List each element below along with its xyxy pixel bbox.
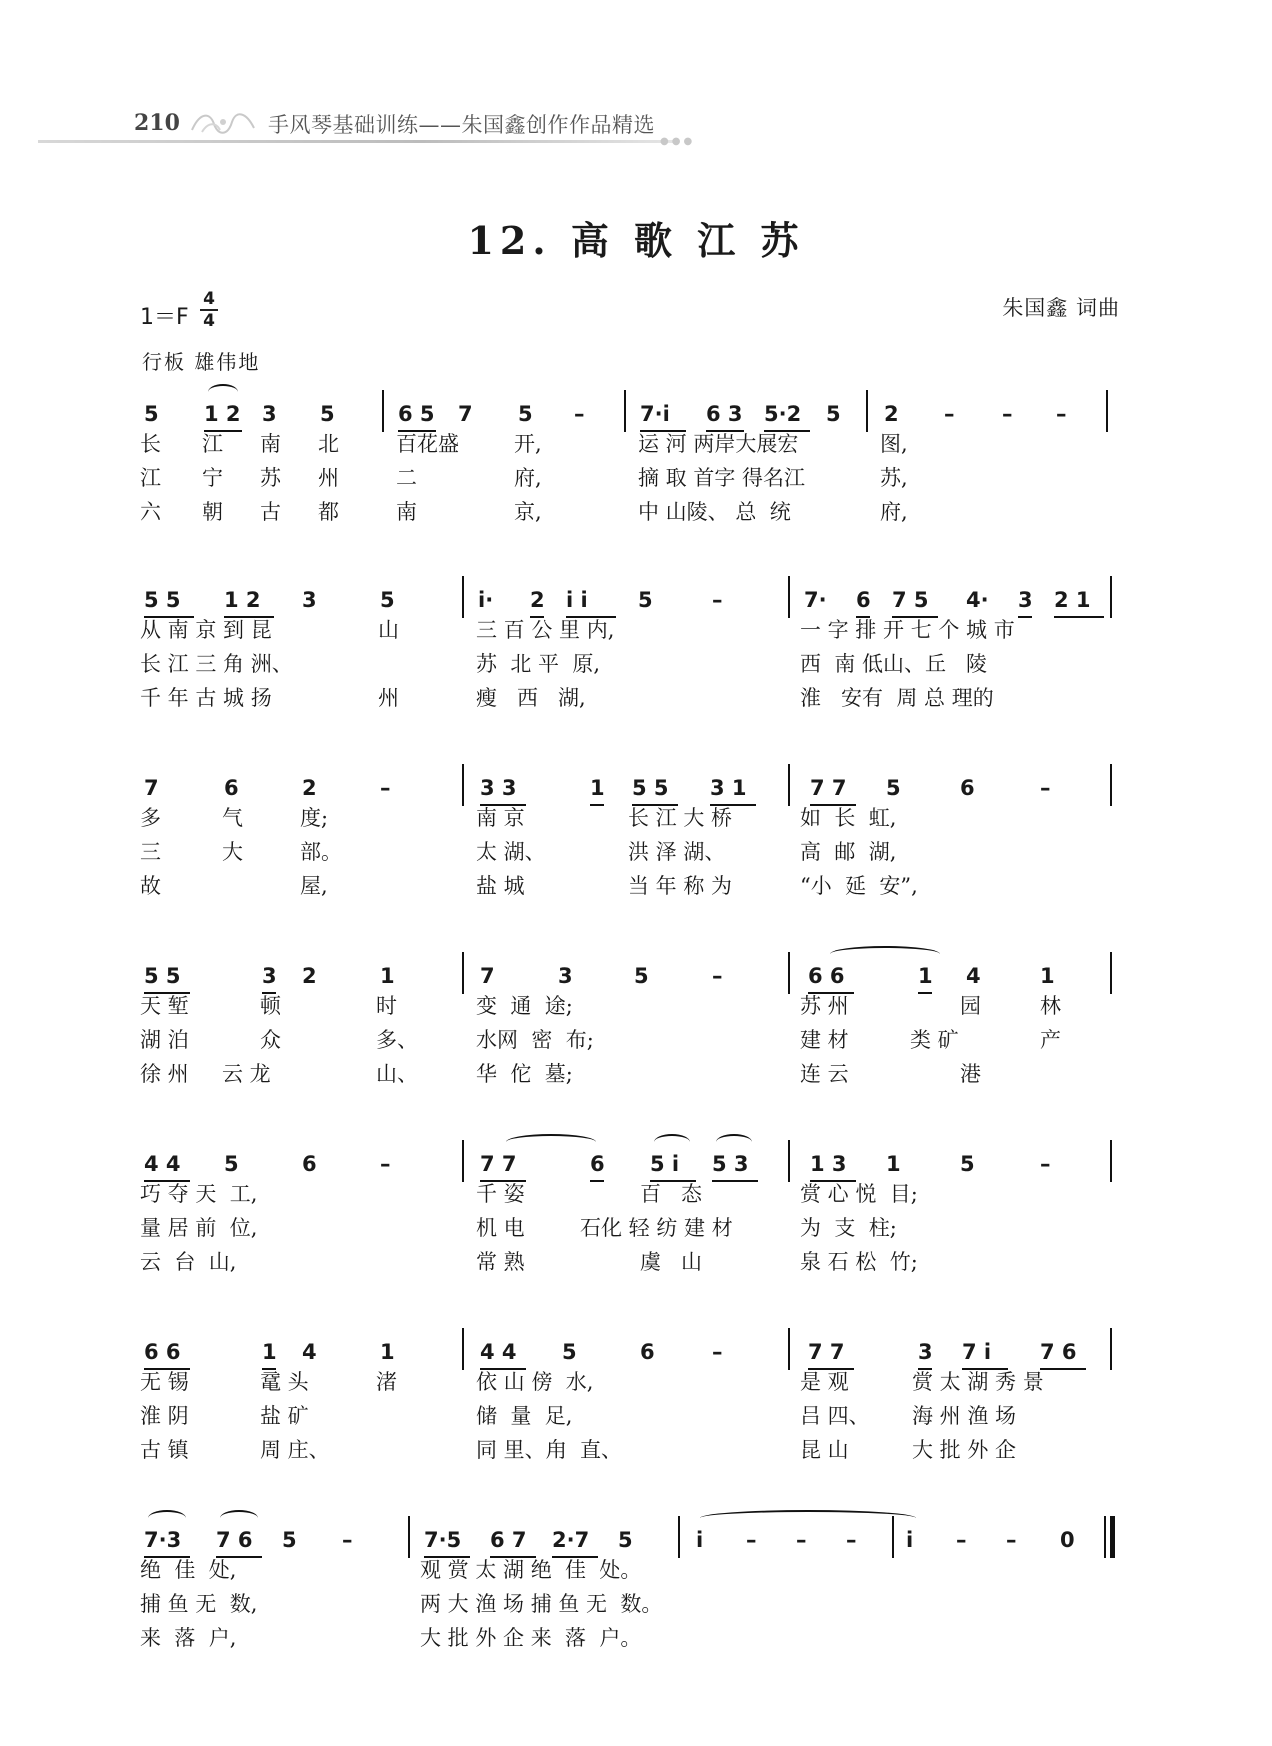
note: 7 7 (808, 1340, 845, 1364)
lyric: 山、 (376, 1062, 418, 1086)
lyric: 古 镇 (140, 1438, 189, 1462)
barline (462, 1328, 464, 1370)
beam (712, 1180, 758, 1182)
score-system (0, 1524, 1272, 1694)
barline (1110, 1140, 1112, 1182)
lyric: 开, (514, 432, 542, 456)
note: 7 (144, 776, 159, 800)
note: 7 (458, 402, 473, 426)
slur (220, 1510, 258, 1526)
note: 6 (224, 776, 239, 800)
barline (1110, 576, 1112, 618)
slur (716, 1134, 752, 1150)
note: – (956, 1528, 967, 1552)
barline (462, 576, 464, 618)
lyric: 长 (140, 432, 161, 456)
note: 6 6 (808, 964, 845, 988)
note: 4 (966, 964, 981, 988)
lyric: 捕 鱼 无 数, (140, 1592, 258, 1616)
barline (788, 764, 790, 806)
key-signature: 1＝F (140, 305, 189, 330)
lyric: 连 云 (800, 1062, 849, 1086)
note: 1 (590, 776, 605, 800)
lyric: 多、 (376, 1028, 418, 1052)
lyric: 古 (260, 500, 281, 524)
note: – (1056, 402, 1067, 426)
note: 3 (262, 964, 277, 988)
note: 5 i (650, 1152, 680, 1176)
lyric: 气 (222, 806, 243, 830)
lyric: 苏 北 平 原, (476, 652, 601, 676)
note: i (906, 1528, 914, 1552)
lyric: 变 通 途; (476, 994, 573, 1018)
note: 4 (302, 1340, 317, 1364)
lyric: 云 龙 (222, 1062, 271, 1086)
page-number: 210 (134, 110, 180, 136)
note: 7 7 (810, 776, 847, 800)
note: 4· (966, 588, 989, 612)
lyric: 北 (318, 432, 339, 456)
lyric: 港 (960, 1062, 981, 1086)
lyric: 周 庄、 (260, 1438, 330, 1462)
lyric: 南 (396, 500, 417, 524)
lyric: 虞 山 (640, 1250, 703, 1274)
lyric: 淮 阴 (140, 1404, 189, 1428)
lyric: 渚 (376, 1370, 397, 1394)
lyric: 鼋 头 (260, 1370, 309, 1394)
lyric: 吕 四、 (800, 1404, 870, 1428)
note: 5 5 (144, 964, 181, 988)
final-barline (1104, 1516, 1115, 1558)
lyric: 苏 州 (800, 994, 849, 1018)
lyric: 天 堑 (140, 994, 189, 1018)
note: 3 3 (480, 776, 517, 800)
note: – (746, 1528, 757, 1552)
note: 3 (302, 588, 317, 612)
lyric: 常 熟 (476, 1250, 525, 1274)
note: 7· (804, 588, 827, 612)
barline (788, 952, 790, 994)
beam (1018, 616, 1032, 618)
barline (1110, 764, 1112, 806)
lyric: 当 年 称 为 (628, 874, 733, 898)
barline (1110, 1328, 1112, 1370)
barline (408, 1516, 410, 1558)
note: 0 (1060, 1528, 1075, 1552)
slur (506, 1134, 596, 1150)
note: 5 (886, 776, 901, 800)
note: 6 7 (490, 1528, 527, 1552)
note: i· (478, 588, 494, 612)
note: – (1040, 776, 1051, 800)
slur (654, 1134, 690, 1150)
score-system (0, 1148, 1272, 1318)
note: 1 2 (204, 402, 241, 426)
note: 1 3 (810, 1152, 847, 1176)
note: – (1002, 402, 1013, 426)
note: 5 (282, 1528, 297, 1552)
note: 7 5 (892, 588, 929, 612)
lyric: 大 批 外 企 (912, 1438, 1017, 1462)
note: 7·3 (144, 1528, 182, 1552)
barline (1110, 952, 1112, 994)
note: 5 (320, 402, 335, 426)
lyric: 州 (318, 466, 339, 490)
beam (590, 1180, 604, 1182)
lyric: 苏 (260, 466, 281, 490)
barline (462, 952, 464, 994)
note: 5 (638, 588, 653, 612)
note: 3 (1018, 588, 1033, 612)
lyric: 机 电 (476, 1216, 525, 1240)
note: 5 (380, 588, 395, 612)
lyric: 水网 密 布; (476, 1028, 594, 1052)
note: 5 (618, 1528, 633, 1552)
lyric: 大 (222, 840, 243, 864)
lyric: 绝 佳 处, (140, 1558, 237, 1582)
lyric: 州 (378, 686, 399, 710)
barline (462, 764, 464, 806)
note: 2 (884, 402, 899, 426)
lyric: 海 州 渔 场 (912, 1404, 1017, 1428)
lyric: 三 (140, 840, 161, 864)
note: 1 (380, 1340, 395, 1364)
time-signature-top: 4 (203, 289, 215, 309)
note: – (712, 1340, 723, 1364)
score-system (0, 1336, 1272, 1506)
lyric: 赏 心 悦 目; (800, 1182, 918, 1206)
lyric: 多 (140, 806, 161, 830)
note: 1 2 (224, 588, 261, 612)
notation-line (0, 398, 1272, 442)
score-system (0, 584, 1272, 754)
note: 6 (856, 588, 871, 612)
barline (1106, 390, 1108, 432)
note: 3 (558, 964, 573, 988)
note: 5 (826, 402, 841, 426)
note: – (846, 1528, 857, 1552)
lyric: 都 (318, 500, 339, 524)
note: – (944, 402, 955, 426)
note: 7 i (962, 1340, 992, 1364)
lyric: 如 长 虹, (800, 806, 897, 830)
lyric: 同 里、甪 直、 (476, 1438, 623, 1462)
note: 6 3 (706, 402, 743, 426)
page-header (0, 92, 1272, 152)
song-title: 12. 高 歌 江 苏 (467, 218, 805, 263)
lyric: 云 台 山, (140, 1250, 237, 1274)
lyric: 众 (260, 1028, 281, 1052)
barline (624, 390, 626, 432)
lyric: 百花盛 (396, 432, 459, 456)
note: – (1006, 1528, 1017, 1552)
note: 7·i (640, 402, 670, 426)
slur (700, 1510, 916, 1526)
note: 3 1 (710, 776, 747, 800)
note: 5 (960, 1152, 975, 1176)
lyric: 淮 安有 周 总 理的 (800, 686, 994, 710)
note: 6 (590, 1152, 605, 1176)
note: – (1040, 1152, 1051, 1176)
barline (382, 390, 384, 432)
note: 4 4 (480, 1340, 517, 1364)
lyric: 中 山陵、 总 统 (638, 500, 791, 524)
lyric: 两 大 渔 场 捕 鱼 无 数。 (420, 1592, 663, 1616)
lyric: 千 年 古 城 扬 (140, 686, 272, 710)
slur (830, 946, 940, 962)
lyric: 朝 (202, 500, 223, 524)
lyric: 高 邮 湖, (800, 840, 897, 864)
notation-line (0, 1336, 1272, 1380)
note: 1 (886, 1152, 901, 1176)
barline (462, 1140, 464, 1182)
lyric: 来 落 户, (140, 1626, 237, 1650)
lyric: 无 锡 (140, 1370, 189, 1394)
score-system (0, 960, 1272, 1130)
header-dots: ●●● (660, 136, 696, 147)
lyric: 南 京 (476, 806, 525, 830)
note: – (574, 402, 585, 426)
note: 1 (1040, 964, 1055, 988)
time-signature (198, 290, 220, 330)
lyric: 百 态 (640, 1182, 703, 1206)
note: 5 (224, 1152, 239, 1176)
barline (866, 390, 868, 432)
barline (788, 1140, 790, 1182)
composer-credit: 朱国鑫 词曲 (1002, 296, 1120, 320)
note: – (380, 1152, 391, 1176)
note: 5 (144, 402, 159, 426)
note: i (696, 1528, 704, 1552)
slur (208, 384, 238, 400)
lyric: 摘 取 首字 得名江 (638, 466, 806, 490)
lyric: 依 山 傍 水, (476, 1370, 594, 1394)
note: 1 (918, 964, 933, 988)
lyric: 二 (396, 466, 417, 490)
lyric: “小 延 安”, (800, 874, 918, 898)
note: 5 5 (632, 776, 669, 800)
lyric: 类 矿 (910, 1028, 959, 1052)
lyric: 徐 州 (140, 1062, 189, 1086)
lyric: 量 居 前 位, (140, 1216, 258, 1240)
time-signature-bottom: 4 (203, 311, 215, 331)
score-system (0, 398, 1272, 568)
lyric: 盐 矿 (260, 1404, 309, 1428)
header-rule (38, 140, 678, 143)
note: 2 (530, 588, 545, 612)
note: 7 7 (480, 1152, 517, 1176)
lyric: 三 百 公 里 内, (476, 618, 615, 642)
beam (1054, 616, 1104, 618)
note: 1 (262, 1340, 277, 1364)
lyric: 运 河 两岸大展宏 (638, 432, 799, 456)
note: 5·2 (764, 402, 802, 426)
note: 2 1 (1054, 588, 1091, 612)
note: 3 (918, 1340, 933, 1364)
lyric: 时 (376, 994, 397, 1018)
lyric: 林 (1040, 994, 1061, 1018)
note: – (796, 1528, 807, 1552)
lyric: 故 (140, 874, 161, 898)
barline (678, 1516, 680, 1558)
lyric: 园 (960, 994, 981, 1018)
note: 7·5 (424, 1528, 462, 1552)
note: 6 (640, 1340, 655, 1364)
lyric: 顿 (260, 994, 281, 1018)
notation-line (0, 960, 1272, 1004)
lyric: 赏 太 湖 秀 景 (912, 1370, 1044, 1394)
lyric: 长 江 三 角 洲、 (140, 652, 293, 676)
lyric: 储 量 足, (476, 1404, 573, 1428)
lyric: 华 佗 墓; (476, 1062, 573, 1086)
score-system (0, 772, 1272, 942)
lyric: 六 (140, 500, 161, 524)
note: i i (566, 588, 588, 612)
lyric: 图, (880, 432, 908, 456)
lyric: 盐 城 (476, 874, 525, 898)
note: 6 6 (144, 1340, 181, 1364)
note: 7 (480, 964, 495, 988)
lyric: 屋, (300, 874, 328, 898)
lyric: 太 湖、 (476, 840, 546, 864)
lyric: 为 支 柱; (800, 1216, 897, 1240)
lyric: 府, (514, 466, 542, 490)
lyric: 府, (880, 500, 908, 524)
beam (1040, 1368, 1086, 1370)
lyric: 昆 山 (800, 1438, 849, 1462)
note: – (712, 588, 723, 612)
lyric: 苏, (880, 466, 908, 490)
lyric: 大 批 外 企 来 落 户。 (420, 1626, 642, 1650)
note: 3 (262, 402, 277, 426)
note: 5 (518, 402, 533, 426)
note: 6 (960, 776, 975, 800)
lyric: 千 姿 (476, 1182, 525, 1206)
book-title: 手风琴基础训练——朱国鑫创作作品精选 (268, 113, 655, 137)
lyric: 江 (140, 466, 161, 490)
lyric: 部。 (300, 840, 342, 864)
note: 7 6 (216, 1528, 253, 1552)
note: 5 3 (712, 1152, 749, 1176)
note: 2·7 (552, 1528, 590, 1552)
note: 7 6 (1040, 1340, 1077, 1364)
lyric: 建 材 (800, 1028, 849, 1052)
note: – (712, 964, 723, 988)
barline (892, 1516, 894, 1558)
lyric: 山 (378, 618, 399, 642)
note: 6 (302, 1152, 317, 1176)
note: 5 (562, 1340, 577, 1364)
lyric: 西 南 低山、丘 陵 (800, 652, 988, 676)
lyric: 泉 石 松 竹; (800, 1250, 918, 1274)
lyric: 洪 泽 湖、 (628, 840, 726, 864)
lyric: 江 (202, 432, 223, 456)
note: – (380, 776, 391, 800)
lyric: 京, (514, 500, 542, 524)
lyric: 南 (260, 432, 281, 456)
note: 5 (634, 964, 649, 988)
lyric: 从 南 京 到 昆 (140, 618, 272, 642)
lyric: 巧 夺 天 工, (140, 1182, 258, 1206)
barline (788, 1328, 790, 1370)
lyric: 瘦 西 湖, (476, 686, 586, 710)
lyric: 宁 (202, 466, 223, 490)
note: 5 5 (144, 588, 181, 612)
lyric: 产 (1040, 1028, 1061, 1052)
lyric: 度; (300, 806, 329, 830)
lyric: 一 字 排 开 七 个 城 市 (800, 618, 1015, 642)
note: 2 (302, 776, 317, 800)
lyric: 是 观 (800, 1370, 849, 1394)
lyric: 长 江 大 桥 (628, 806, 733, 830)
beam (918, 992, 932, 994)
note: 6 5 (398, 402, 435, 426)
ornament-icon (188, 108, 258, 140)
tempo-marking: 行板 雄伟地 (142, 350, 261, 374)
note: – (342, 1528, 353, 1552)
lyric: 石化 轻 纺 建 材 (580, 1216, 733, 1240)
lyric: 湖 泊 (140, 1028, 189, 1052)
lyric: 观 赏 太 湖 绝 佳 处。 (420, 1558, 642, 1582)
note: 2 (302, 964, 317, 988)
slur (148, 1510, 186, 1526)
note: 1 (380, 964, 395, 988)
beam (590, 804, 604, 806)
barline (788, 576, 790, 618)
note: 4 4 (144, 1152, 181, 1176)
